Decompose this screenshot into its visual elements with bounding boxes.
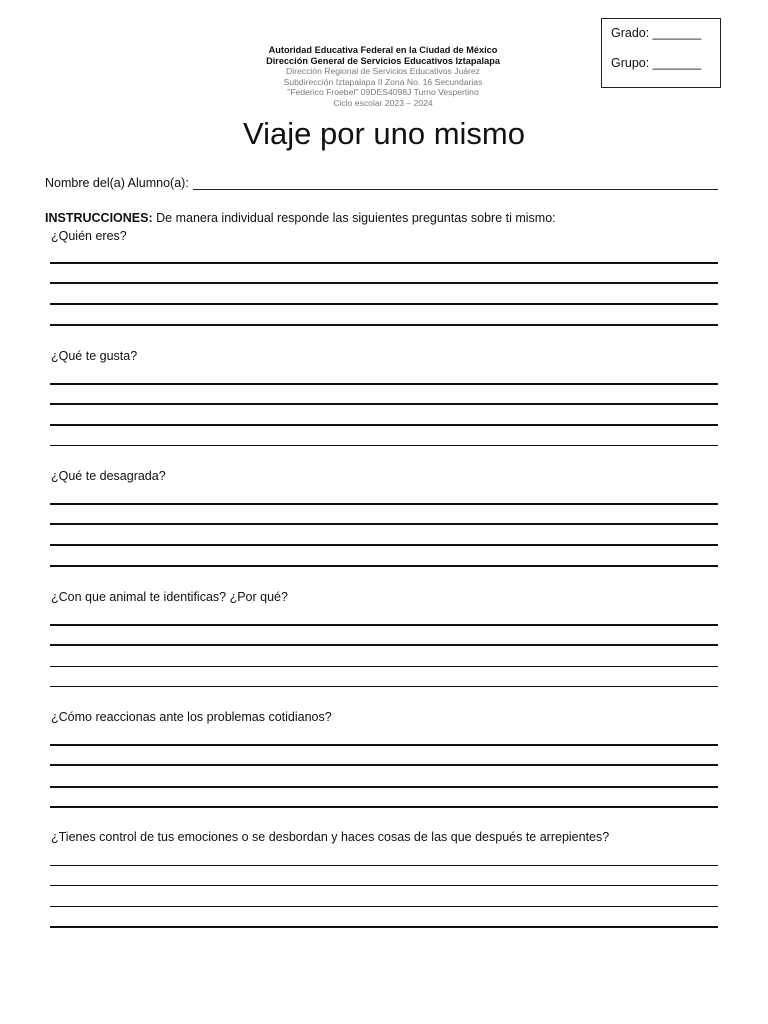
answer-line[interactable] (50, 624, 718, 626)
answer-line[interactable] (50, 544, 718, 546)
answer-line[interactable] (50, 666, 718, 667)
page-title: Viaje por uno mismo (242, 116, 525, 151)
answer-line[interactable] (50, 523, 718, 525)
answer-line[interactable] (50, 744, 718, 746)
answer-line[interactable] (50, 383, 718, 385)
question-1: ¿Quién eres? (51, 229, 127, 243)
answer-line[interactable] (50, 565, 718, 567)
answer-line[interactable] (50, 786, 718, 788)
question-6: ¿Tienes control de tus emociones o se desbordan y haces cosas de las que después te arrepientes? (51, 830, 610, 844)
instructions-text: De manera individual responde las siguientes preguntas sobre ti mismo: (152, 211, 556, 225)
question-5: ¿Cómo reaccionas ante los problemas cotidianos? (51, 710, 332, 724)
answer-line[interactable] (50, 324, 718, 326)
student-name-row (45, 176, 718, 190)
answer-line[interactable] (50, 262, 718, 264)
student-name-field[interactable] (193, 177, 718, 190)
answer-line[interactable] (50, 906, 718, 907)
header-line-4: Subdirección Iztapalapa II Zona No. 16 Secundarias (283, 76, 483, 87)
answer-line[interactable] (50, 926, 718, 928)
answer-line[interactable] (50, 865, 718, 866)
instructions-label: INSTRUCCIONES: (45, 211, 153, 225)
answer-line[interactable] (50, 445, 718, 446)
answer-line[interactable] (50, 403, 718, 405)
question-3: ¿Qué te desagrada? (51, 469, 166, 483)
header-line-2: Dirección General de Servicios Educativos Iztapalapa (266, 55, 500, 66)
question-2: ¿Qué te gusta? (51, 349, 138, 363)
answer-line[interactable] (50, 686, 718, 687)
grade-group-box (601, 18, 721, 88)
answer-line[interactable] (50, 424, 718, 426)
question-4: ¿Con que animal te identificas? ¿Por qué? (51, 590, 288, 604)
header-line-6: Ciclo escolar 2023 – 2024 (333, 97, 433, 108)
header-line-3: Dirección Regional de Servicios Educativos Juárez (286, 66, 480, 76)
answer-line[interactable] (50, 764, 718, 766)
grado-field[interactable]: Grado: _______ (611, 26, 702, 40)
grupo-field[interactable]: Grupo: _______ (611, 56, 702, 70)
answer-line[interactable] (50, 644, 718, 646)
answer-line[interactable] (50, 282, 718, 284)
header-line-5: "Federico Froebel" 09DES4098J Turno Vespertino (287, 87, 479, 97)
student-name-label: Nombre del(a) Alumno(a): (45, 176, 189, 190)
instructions (45, 211, 556, 225)
header-line-1: Autoridad Educativa Federal en la Ciudad de México (268, 45, 498, 55)
answer-line[interactable] (50, 303, 718, 305)
answer-line[interactable] (50, 885, 718, 886)
answer-line[interactable] (50, 806, 718, 808)
answer-line[interactable] (50, 503, 718, 505)
institution-header (183, 45, 583, 108)
